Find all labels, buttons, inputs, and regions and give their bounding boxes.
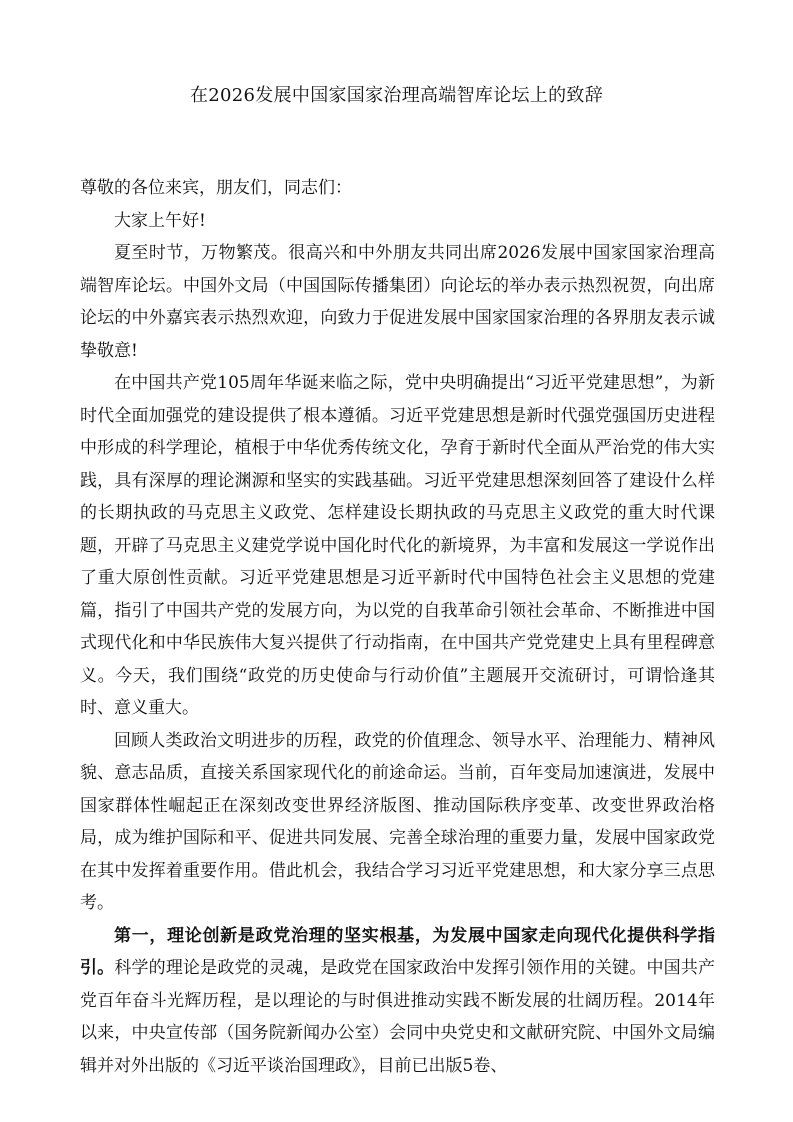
speech-body — [80, 172, 715, 1082]
paragraph-political-civilization: 回顾人类政治文明进步的历程，政党的价值理念、领导水平、治理能力、精神风貌、意志品质，直接关系国家现代化的前途命运。当前，百年变局加速演进，发展中国家群体性崛起正在深刻改变世界经济版图、推动国际秩序变革、改变世界政治格局，成为维护国际和平、促进共同发展、完善全球治理的重要力量，发展中国家政党在其中发挥着重要作用。借此机会，我结合学习习近平党建思想，和大家分享三点思考。 — [80, 730, 715, 913]
paragraph-party-building-thought: 在中国共产党105周年华诞来临之际，党中央明确提出“习近平党建思想”，为新时代全面加强党的建设提供了根本遵循。习近平党建思想是新时代强党强国历史进程中形成的科学理论，植根于中华优秀传统文化，孕育于新时代全面从严治党的伟大实践，具有深厚的理论渊源和坚实的实践基础。习近平党建思想深刻回答了建设什么样的长期执政的马克思主义政党、怎样建设长期执政的马克思主义政党的重大时代课题，开辟了马克思主义建党学说中国化时代化的新境界，为丰富和发展这一学说作出了重大原创性贡献。习近平党建思想是习近平新时代中国特色社会主义思想的党建篇，指引了中国共产党的发展方向，为以党的自我革命引领社会革命、不断推进中国式现代化和中华民族伟大复兴提供了行动指南，在中国共产党党建史上具有里程碑意义。今天，我们围绕“政党的历史使命与行动价值”主题展开交流研讨，可谓恰逢其时、意义重大。 — [80, 373, 715, 718]
paragraph-opening: 夏至时节，万物繁茂。很高兴和中外朋友共同出席2026发展中国家国家治理高端智库论坛。中国外文局（中国国际传播集团）向论坛的举办表示热烈祝贺，向出席论坛的中外嘉宾表示热烈欢迎，向致力于促进发展中国家国家治理的各界朋友表示诚挚敬意! — [80, 243, 715, 361]
point-one-heading: 第一，理论创新是政党治理的坚实根基，为发展中国家走向现代化提供科学指引。 — [80, 925, 715, 978]
paragraph-point-one — [80, 920, 715, 1083]
salutation: 尊敬的各位来宾，朋友们，同志们： — [80, 178, 352, 198]
point-one-text: 科学的理论是政党的灵魂，是政党在国家政治中发挥引领作用的关键。中国共产党百年奋斗光辉历程，是以理论的与时俱进推动实践不断发展的壮阔历程。2014年以来，中央宣传部（国务院新闻办公室）会同中央党史和文献研究院、中国外文局编辑并对外出版的《习近平谈治国理政》，目前已出版5卷、 — [80, 958, 716, 1076]
greeting: 大家上午好! — [114, 210, 206, 231]
page-title: 在2026发展中国家国家治理高端智库论坛上的致辞 — [189, 85, 603, 106]
